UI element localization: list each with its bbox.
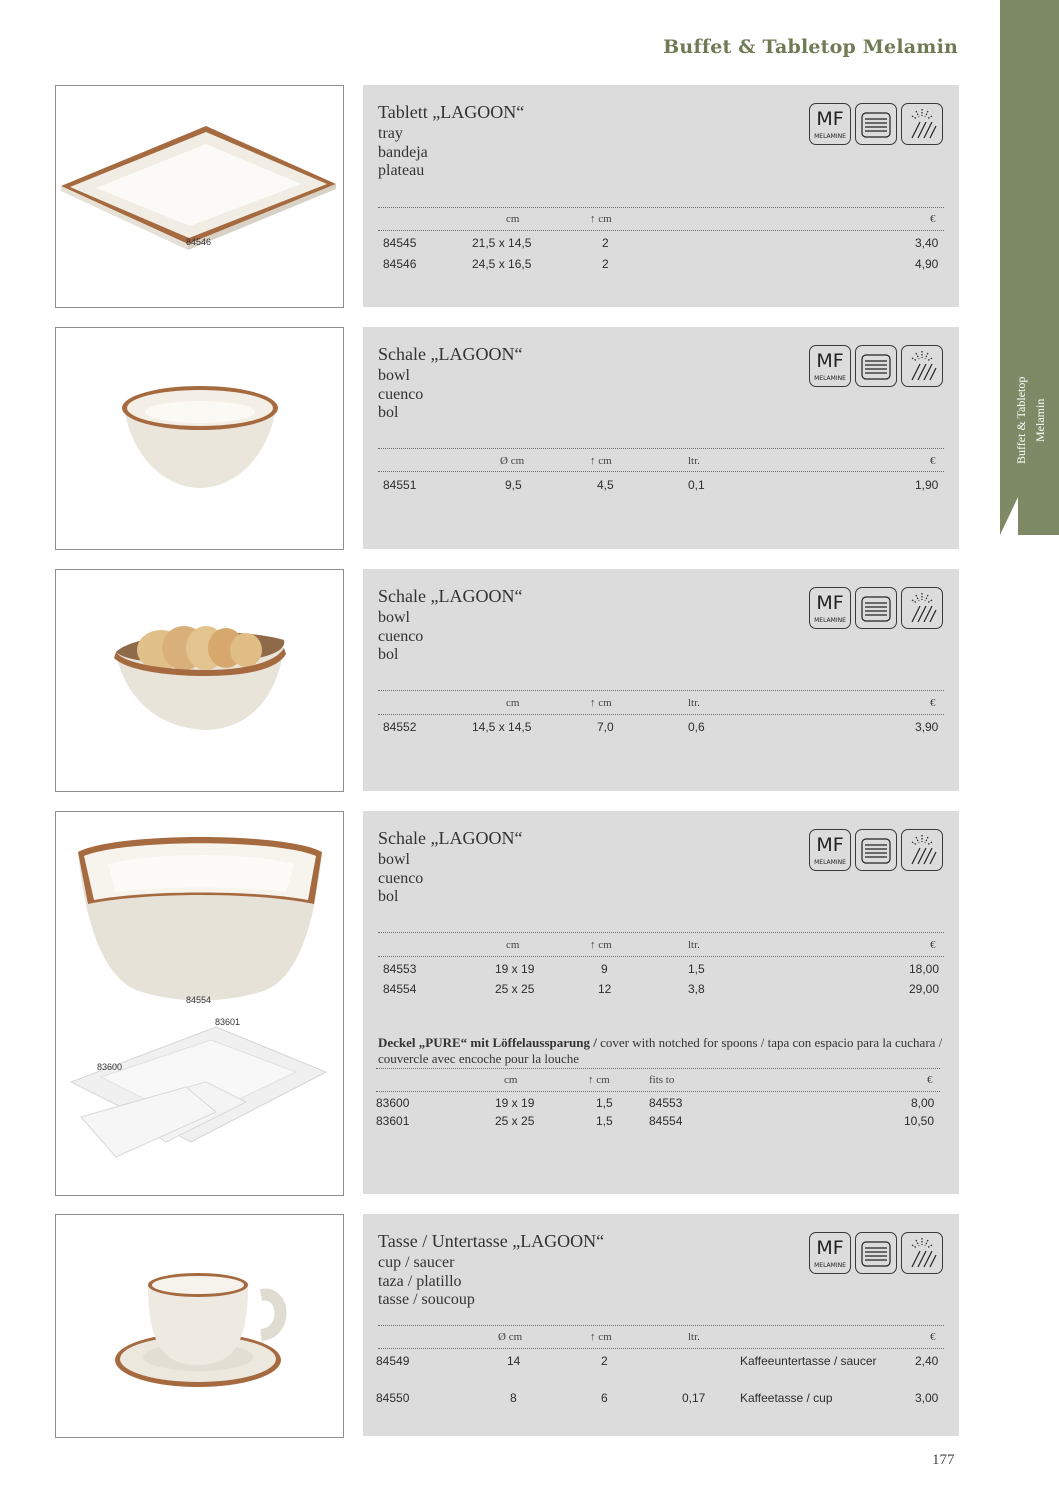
col-header-price: € [930, 697, 936, 709]
product-subtitle-fr: bol [378, 404, 399, 421]
mf-melamine-badge: MF MELAMINE [809, 829, 851, 871]
row-height: 6 [601, 1391, 608, 1405]
col-header-volume: ltr. [688, 455, 700, 467]
lid-row-price: 10,50 [904, 1114, 935, 1128]
row-height: 2 [601, 1354, 608, 1368]
table-rule-top [378, 207, 944, 208]
row-size: 25 x 25 [495, 982, 535, 996]
tray-image [56, 86, 343, 307]
bowl-bread-image [56, 570, 343, 791]
col-header-height: ↑ cm [590, 1331, 612, 1343]
section-title: Buffet & Tabletop Melamin [663, 36, 958, 58]
col-header-volume: ltr. [688, 939, 700, 951]
row-size: 24,5 x 16,5 [472, 257, 532, 271]
lid-col-header-fits-to: fits to [649, 1074, 675, 1086]
product-panel-bowl-small [363, 327, 959, 549]
product-photo-cup-saucer [55, 1214, 344, 1438]
row-code: 84553 [383, 962, 417, 976]
material-badges [809, 829, 943, 871]
row-price: 3,40 [915, 236, 939, 250]
table-rule-top [378, 448, 944, 449]
row-size: 21,5 x 14,5 [472, 236, 532, 250]
product-photo-bowl-square [55, 811, 344, 1196]
row-price: 3,00 [915, 1391, 939, 1405]
mf-melamine-badge: MF MELAMINE [809, 103, 851, 145]
dishwasher-icon [901, 103, 943, 145]
side-tab-line-1: Buffet & Tabletop [1014, 376, 1028, 464]
product-subtitle-en: cup / saucer [378, 1254, 455, 1271]
row-price: 29,00 [909, 982, 940, 996]
row-height: 4,5 [597, 478, 614, 492]
product-subtitle-fr: plateau [378, 162, 425, 179]
lid-col-header-size: cm [504, 1074, 518, 1086]
photo-code-label: 84554 [186, 995, 212, 1005]
product-subtitle-fr: tasse / soucoup [378, 1291, 475, 1308]
table-rule-top [378, 690, 944, 691]
product-subtitle-es: cuenco [378, 869, 424, 887]
row-description: Kaffeeuntertasse / saucer [740, 1354, 877, 1368]
material-badges [809, 103, 943, 145]
lid-col-header-price: € [927, 1074, 933, 1086]
bowl-small-image [56, 328, 343, 549]
row-height: 12 [598, 982, 612, 996]
product-subtitles [378, 609, 423, 665]
lid-title-translations: cover with notched for spoons / tapa con espacio para la cuchara / couvercle avec encoche pour la louche [378, 1035, 943, 1066]
product-photo-bowl-bread [55, 569, 344, 792]
row-volume: 0,17 [682, 1391, 706, 1405]
col-header-price: € [930, 213, 936, 225]
row-diameter: 14 [507, 1354, 521, 1368]
mf-melamine-badge: MF MELAMINE [809, 345, 851, 387]
col-header-height: ↑ cm [590, 213, 612, 225]
col-header-size: cm [506, 697, 520, 709]
lid-photo-label-small: 83600 [97, 1062, 123, 1072]
lid-row-price: 8,00 [911, 1096, 935, 1110]
product-panel-bowl-square [363, 811, 959, 1194]
product-subtitle-es: taza / platillo [378, 1272, 462, 1290]
row-size: 19 x 19 [495, 962, 535, 976]
row-height: 7,0 [597, 720, 614, 734]
lid-photo-label-large: 83601 [215, 1017, 241, 1027]
row-code: 84545 [383, 236, 417, 250]
stackable-icon [855, 829, 897, 871]
row-height: 9 [601, 962, 608, 976]
col-header-volume: ltr. [688, 1331, 700, 1343]
product-photo-bowl-small [55, 327, 344, 550]
product-panel-cup-saucer [363, 1214, 959, 1436]
lid-col-header-height: ↑ cm [588, 1074, 610, 1086]
stackable-icon [855, 1232, 897, 1274]
row-code: 84546 [383, 257, 417, 271]
col-header-price: € [930, 939, 936, 951]
product-subtitle-en: bowl [378, 851, 410, 868]
col-header-height: ↑ cm [590, 455, 612, 467]
material-badges [809, 345, 943, 387]
page-number: 177 [932, 1452, 955, 1468]
row-code: 84551 [383, 478, 417, 492]
material-badges [809, 587, 943, 629]
col-header-height: ↑ cm [590, 939, 612, 951]
row-description: Kaffeetasse / cup [740, 1391, 833, 1405]
dishwasher-icon [901, 587, 943, 629]
col-header-size: cm [506, 939, 520, 951]
table-rule-header [378, 714, 944, 715]
row-code: 84550 [376, 1391, 410, 1405]
product-subtitle-es: cuenco [378, 627, 424, 645]
product-photo-tray [55, 85, 344, 308]
product-title: Schale „LAGOON“ [378, 344, 523, 364]
lid-table-rule-top [376, 1068, 940, 1069]
product-subtitles [378, 1254, 475, 1310]
table-rule-top [378, 1325, 944, 1326]
product-title: Tasse / Untertasse „LAGOON“ [378, 1231, 605, 1251]
product-subtitle-en: bowl [378, 367, 410, 384]
row-code: 84554 [383, 982, 417, 996]
row-size: 14,5 x 14,5 [472, 720, 532, 734]
stackable-icon [855, 587, 897, 629]
row-price: 1,90 [915, 478, 939, 492]
row-price: 2,40 [915, 1354, 939, 1368]
side-tab-label [1012, 355, 1052, 485]
col-header-volume: ltr. [688, 697, 700, 709]
product-subtitle-fr: bol [378, 888, 399, 905]
lid-row-height: 1,5 [596, 1096, 613, 1110]
col-header-diameter: Ø cm [498, 1331, 523, 1343]
lid-row-size: 19 x 19 [495, 1096, 535, 1110]
row-volume: 0,6 [688, 720, 705, 734]
row-height: 2 [602, 257, 609, 271]
material-badges [809, 1232, 943, 1274]
product-title: Tablett „LAGOON“ [378, 102, 525, 122]
product-subtitle-en: tray [378, 125, 403, 142]
table-rule-header [378, 956, 944, 957]
lid-title: Deckel „PURE“ mit Löffelaussparung / [378, 1035, 597, 1050]
row-diameter: 9,5 [505, 478, 522, 492]
lid-row-fits-to: 84553 [649, 1096, 683, 1110]
col-header-price: € [930, 1331, 936, 1343]
product-title: Schale „LAGOON“ [378, 828, 523, 848]
product-subtitle-fr: bol [378, 646, 399, 663]
stackable-icon [855, 103, 897, 145]
product-subtitles [378, 367, 423, 423]
table-rule-header [378, 471, 944, 472]
cup-saucer-image [56, 1215, 343, 1437]
dishwasher-icon [901, 345, 943, 387]
row-price: 3,90 [915, 720, 939, 734]
lid-row-code: 83601 [376, 1114, 410, 1128]
row-price: 18,00 [909, 962, 940, 976]
side-tab-fold [1000, 497, 1018, 535]
row-code: 84549 [376, 1354, 410, 1368]
col-header-diameter: Ø cm [500, 455, 525, 467]
table-rule-top [378, 932, 944, 933]
lid-description [378, 1035, 948, 1066]
mf-melamine-badge: MF MELAMINE [809, 1232, 851, 1274]
product-subtitles [378, 125, 428, 181]
product-subtitle-en: bowl [378, 609, 410, 626]
row-height: 2 [602, 236, 609, 250]
lid-row-height: 1,5 [596, 1114, 613, 1128]
col-header-price: € [930, 455, 936, 467]
table-rule-header [378, 1348, 944, 1349]
dishwasher-icon [901, 829, 943, 871]
lid-row-code: 83600 [376, 1096, 410, 1110]
row-diameter: 8 [510, 1391, 517, 1405]
product-subtitle-es: bandeja [378, 143, 428, 161]
table-rule-header [378, 230, 944, 231]
lid-row-size: 25 x 25 [495, 1114, 535, 1128]
product-title: Schale „LAGOON“ [378, 586, 523, 606]
row-code: 84552 [383, 720, 417, 734]
product-panel-bowl-bread [363, 569, 959, 791]
row-price: 4,90 [915, 257, 939, 271]
lid-row-fits-to: 84554 [649, 1114, 683, 1128]
side-tab-line-2: Melamin [1033, 398, 1047, 442]
product-subtitles [378, 851, 423, 907]
col-header-height: ↑ cm [590, 697, 612, 709]
row-volume: 3,8 [688, 982, 705, 996]
lid-table-rule-header [376, 1091, 940, 1092]
dishwasher-icon [901, 1232, 943, 1274]
product-subtitle-es: cuenco [378, 385, 424, 403]
mf-melamine-badge: MF MELAMINE [809, 587, 851, 629]
col-header-size: cm [506, 213, 520, 225]
row-volume: 0,1 [688, 478, 705, 492]
stackable-icon [855, 345, 897, 387]
row-volume: 1,5 [688, 962, 705, 976]
photo-code-label: 84546 [186, 237, 212, 247]
product-panel-tray [363, 85, 959, 307]
